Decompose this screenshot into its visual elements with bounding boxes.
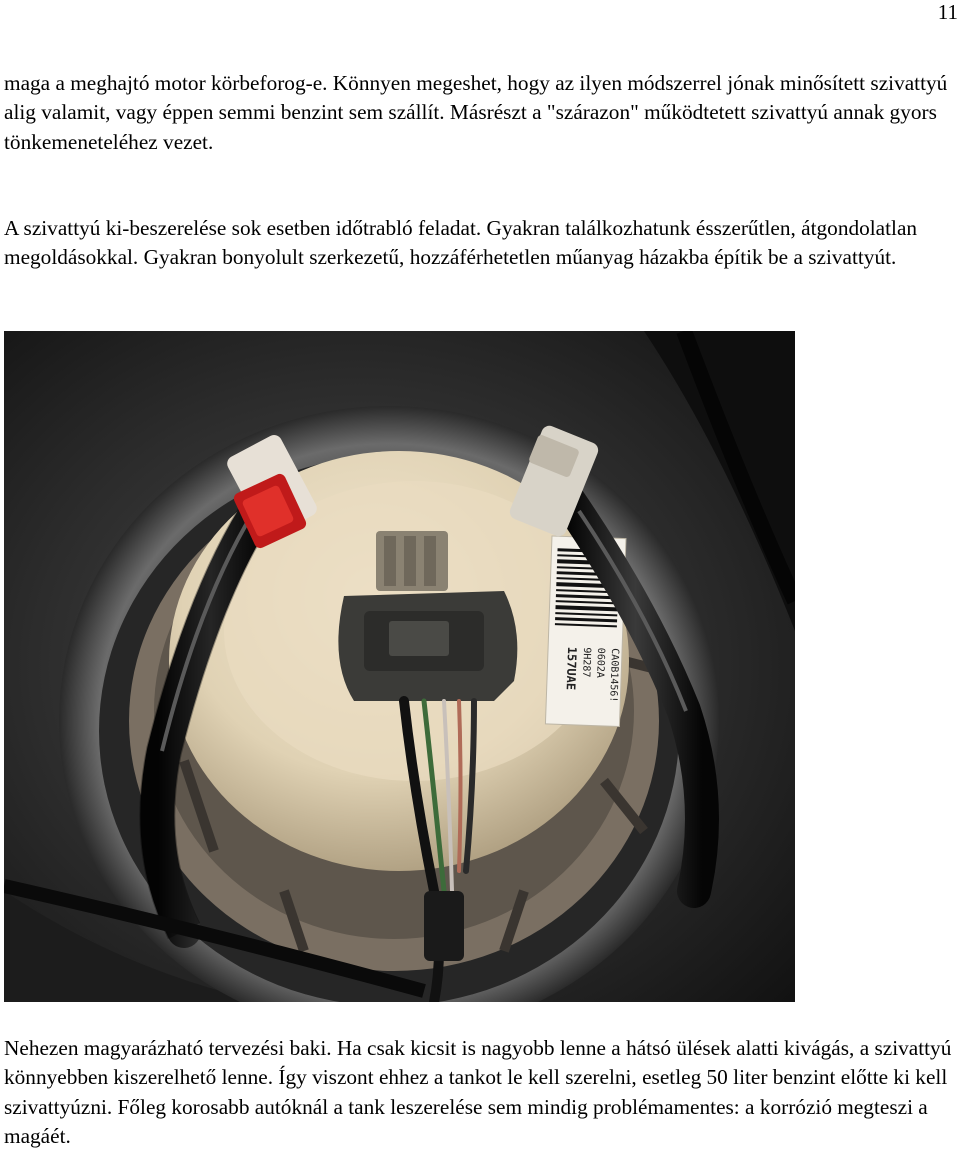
page-number: 11	[937, 0, 958, 24]
paragraph-pump-removal: A szivattyú ki-beszerelése sok esetben időtrabló feladat. Gyakran találkozhatunk ésszerűtlen, átgondolatlan megoldásokkal. Gyakran bonyolult szerkezetű, hozzáférhetetlen műanyag házakba építik be a szivattyút.	[4, 216, 918, 270]
paragraph-design-flaw: Nehezen magyarázható tervezési baki. Ha csak kicsit is nagyobb lenne a hátsó ülések alatti kivágás, a szivattyú könnyebben kiszerelhető lenne. Így viszont ehhez a tankot le kell szerelni, esetleg 50 liter benzint előtte ki kell szivattyúzni. Főleg korosabb autóknál a tank leszerelése sem mindig problémamentes: a korrózió megteszi a magáét.	[4, 1036, 952, 1148]
fuel-pump-photo	[4, 331, 795, 1002]
label-line-3: 0602A	[594, 647, 607, 679]
label-line-4: CA0B1456!	[607, 648, 621, 703]
label-line-1: 157UAE	[563, 646, 580, 691]
paragraph-intro: maga a meghajtó motor körbeforog-e. Könnyen megeshet, hogy az ilyen módszerrel jónak minősített szivattyú alig valamit, vagy éppen semmi benzint sem szállít. Másrészt a "szárazon" működtetett szivattyú annak gyors tönkemeneteléhez vezet.	[4, 71, 948, 154]
label-line-2: 9H287	[580, 647, 593, 678]
